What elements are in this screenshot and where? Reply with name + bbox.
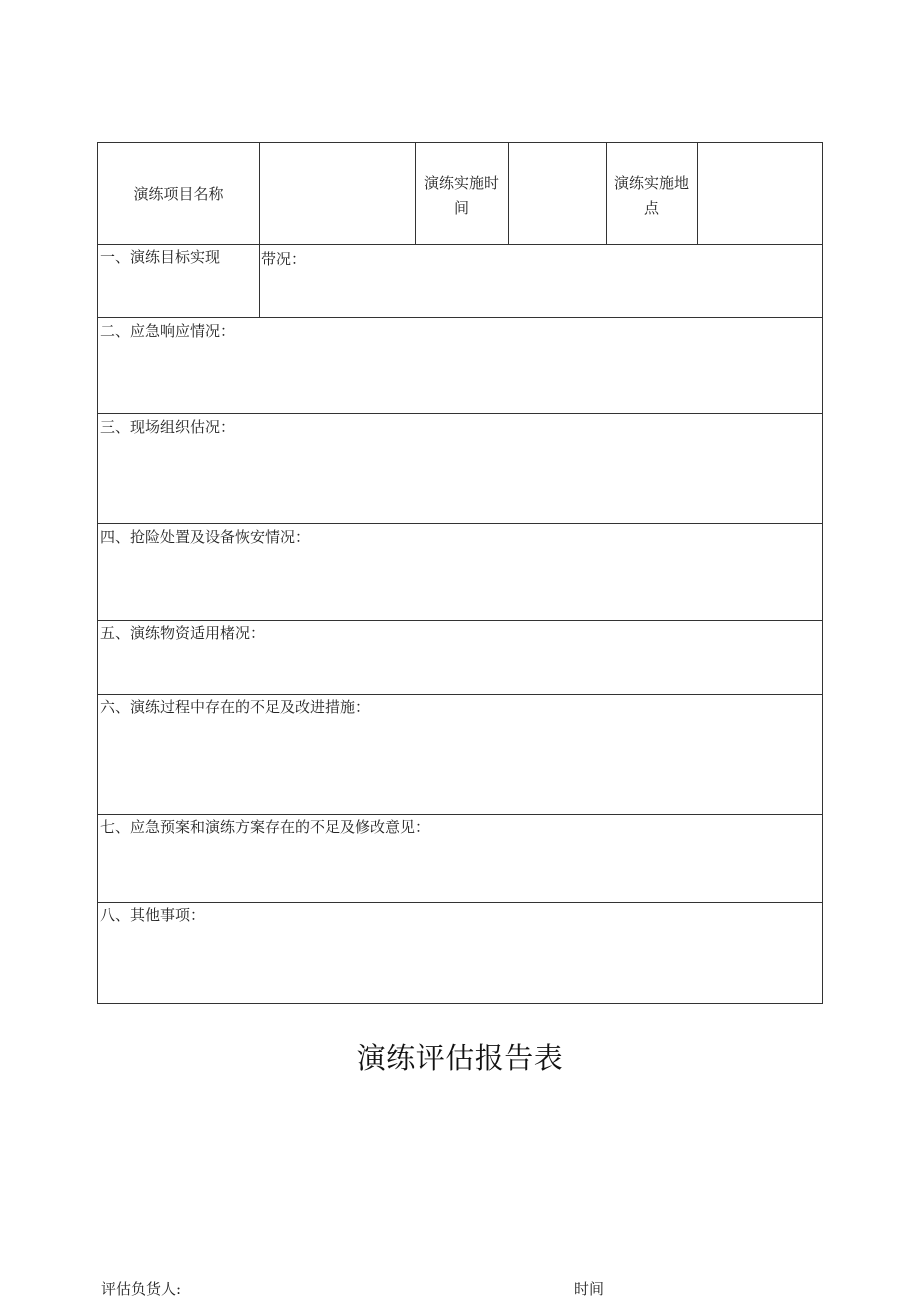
footer-time-label: 时间 [574, 1280, 605, 1298]
section-2-label: 二、应急响应情况： [100, 322, 236, 340]
place-label-line2: 点 [643, 199, 659, 217]
section-8-label: 八、其他事项： [100, 906, 206, 924]
section-4-label: 四、抢险处置及设备恢安情况： [100, 528, 311, 546]
project-name-field[interactable] [260, 144, 415, 243]
report-title: 演练评估报告表 [356, 1041, 564, 1075]
section-1-sublabel: 带况： [261, 250, 307, 268]
place-label-line1: 演练实施地 [613, 174, 689, 192]
time-label-line1: 演练实施时 [423, 174, 499, 192]
section-1-field[interactable] [260, 273, 822, 316]
time-label-line2: 间 [453, 199, 469, 217]
section-2-field[interactable] [99, 344, 822, 412]
section-4-field[interactable] [99, 550, 822, 619]
time-field[interactable] [509, 144, 606, 243]
section-3-field[interactable] [99, 440, 822, 522]
section-6-field[interactable] [99, 720, 822, 813]
row-divider [98, 902, 822, 903]
section-7-field[interactable] [99, 840, 822, 901]
place-field[interactable] [698, 144, 822, 243]
project-name-label: 演练项目名称 [133, 185, 224, 203]
time-label [415, 171, 508, 221]
place-label [606, 171, 697, 221]
section-5-field[interactable] [99, 646, 822, 693]
section-8-field[interactable] [99, 928, 822, 1002]
drill-evaluation-form-table [97, 142, 823, 1004]
section-7-label: 七、应急预案和演练方案存在的不足及修改意见： [100, 818, 431, 836]
section-1-label: 一、演练目标实现 [100, 248, 221, 266]
section-3-label: 三、现场组织估况： [100, 418, 236, 436]
section-5-label: 五、演练物资适用楮况： [100, 624, 266, 642]
assessor-label: 评估负货人: [101, 1280, 182, 1298]
section-6-label: 六、演练过程中存在的不足及改进措施： [100, 698, 371, 716]
